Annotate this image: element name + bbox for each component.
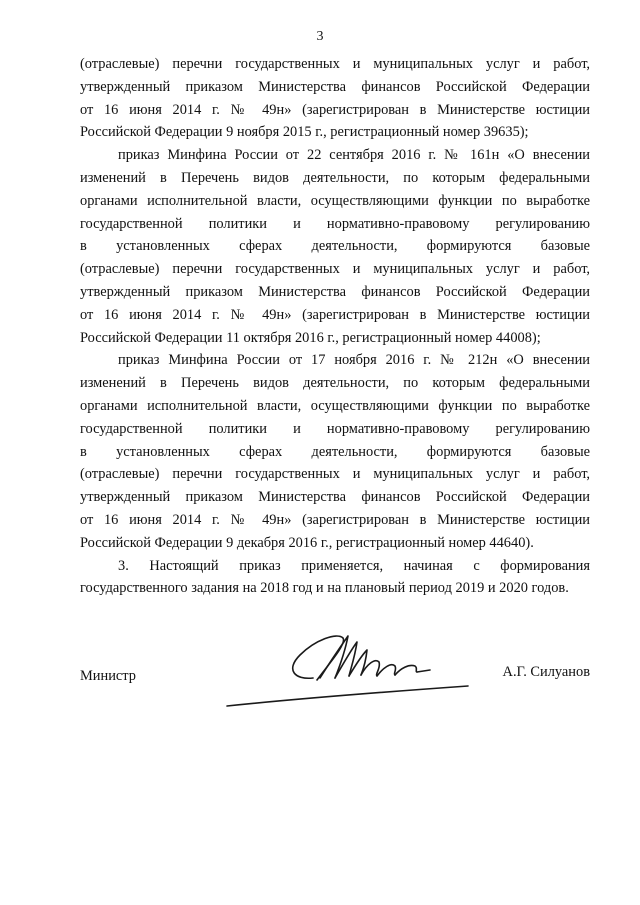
text-line: утвержденный приказом Министерства финансов Российской Федерации	[80, 283, 590, 300]
signatory-name: А.Г. Силуанов	[502, 664, 590, 680]
text-line: приказ Минфина России от 17 ноября 2016 г. № 212н «О внесении	[118, 352, 590, 369]
paragraph	[80, 349, 590, 554]
text-line: Российской Федерации 11 октября 2016 г., регистрационный номер 44008);	[80, 329, 541, 346]
handwritten-signature	[225, 620, 470, 712]
text-line: изменений в Перечень видов деятельности, по которым федеральными	[80, 375, 590, 392]
text-line: государственной политики и нормативно-правовому регулированию	[80, 215, 590, 232]
text-line: государственной политики и нормативно-правовому регулированию	[80, 420, 590, 437]
page-number: 3	[316, 29, 324, 44]
text-line: (отраслевые) перечни государственных и муниципальных услуг и работ,	[80, 56, 590, 72]
text-line: от 16 июня 2014 г. № 49н» (зарегистрирован в Министерстве юстиции	[80, 511, 590, 528]
signature-block	[0, 620, 640, 720]
text-line: изменений в Перечень видов деятельности, по которым федеральными	[80, 169, 590, 186]
text-line: в установленных сферах деятельности, формируются базовые	[80, 238, 590, 255]
text-line: (отраслевые) перечни государственных и муниципальных услуг и работ,	[80, 261, 590, 278]
text-line: (отраслевые) перечни государственных и муниципальных услуг и работ,	[80, 466, 590, 483]
text-line: от 16 июня 2014 г. № 49н» (зарегистрирован в Министерстве юстиции	[80, 306, 590, 323]
paragraph	[80, 144, 590, 349]
text-line: утвержденный приказом Министерства финансов Российской Федерации	[80, 489, 590, 506]
text-line: Российской Федерации 9 декабря 2016 г., регистрационный номер 44640).	[80, 534, 534, 551]
text-line: органами исполнительной власти, осуществляющими функции по выработке	[80, 397, 590, 414]
text-line: органами исполнительной власти, осуществляющими функции по выработке	[80, 192, 590, 209]
text-line: приказ Минфина России от 22 сентября 2016 г. № 161н «О внесении	[118, 147, 590, 164]
paragraph	[80, 53, 590, 144]
text-line: от 16 июня 2014 г. № 49н» (зарегистрирован в Министерстве юстиции	[80, 101, 590, 118]
text-line: 3. Настоящий приказ применяется, начиная с формирования	[118, 557, 590, 574]
text-line: утвержденный приказом Министерства финансов Российской Федерации	[80, 78, 590, 95]
text-line: в установленных сферах деятельности, формируются базовые	[80, 443, 590, 460]
text-line: государственного задания на 2018 год и на плановый период 2019 и 2020 годов.	[80, 580, 569, 597]
text-line: Российской Федерации 9 ноября 2015 г., регистрационный номер 39635);	[80, 124, 529, 141]
document-body	[80, 53, 590, 600]
signatory-position: Министр	[80, 668, 136, 684]
paragraph	[80, 555, 590, 601]
